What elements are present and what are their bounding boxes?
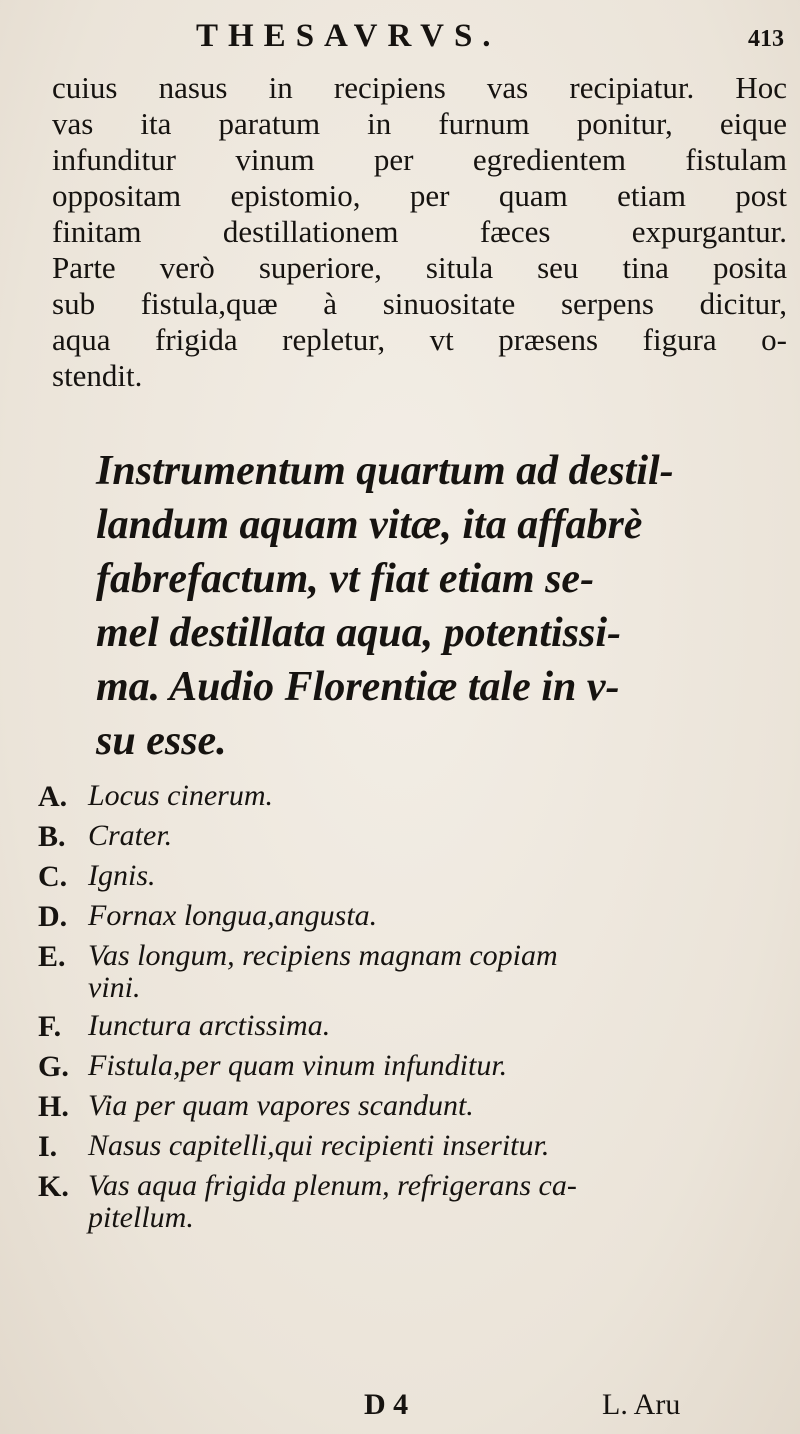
legend-item	[38, 940, 798, 1010]
legend-text: Nasus capitelli,qui recipienti inseritur.	[88, 1129, 550, 1162]
running-head	[0, 16, 800, 60]
body-line: oppositam epistomio, per quam etiam post	[52, 178, 787, 213]
body-line: finitam destillationem fæces expurgantur.	[52, 214, 787, 249]
legend-letter: K.	[38, 1170, 69, 1203]
legend-letter: D.	[38, 900, 68, 933]
legend-text: Via per quam vapores scandunt.	[88, 1089, 474, 1122]
legend-text: Ignis.	[88, 859, 156, 892]
body-line: aqua frigida repletur, vt præsens figura o-	[52, 322, 787, 357]
legend-text: Fornax longua,angusta.	[88, 899, 378, 932]
body-line: stendit.	[52, 358, 143, 393]
heading-line: fabrefactum, vt fiat etiam se-	[96, 556, 595, 602]
legend-item	[38, 1170, 798, 1240]
body-line: cuius nasus in recipiens vas recipiatur. Hoc	[52, 70, 787, 105]
heading-line: su esse.	[96, 718, 227, 764]
catchword: L. Aru	[602, 1388, 681, 1421]
legend-item	[38, 1130, 798, 1170]
legend-letter: C.	[38, 860, 68, 893]
legend-item	[38, 780, 798, 820]
legend-text: Iunctura arctissima.	[88, 1009, 331, 1042]
legend-item	[38, 820, 798, 860]
page-number: 413	[748, 26, 784, 52]
legend-item	[38, 900, 798, 940]
heading-line: mel destillata aqua, potentissi-	[96, 610, 622, 656]
body-line: vas ita paratum in furnum ponitur, eique	[52, 106, 787, 141]
legend-letter: G.	[38, 1050, 69, 1083]
legend-text: Locus cinerum.	[88, 779, 273, 812]
legend-item	[38, 860, 798, 900]
legend-letter: A.	[38, 780, 68, 813]
legend-item	[38, 1090, 798, 1130]
running-title: THESAVRVS.	[196, 18, 501, 54]
body-paragraph	[52, 70, 787, 394]
heading-line: landum aquam vitæ, ita affabrè	[96, 502, 643, 548]
legend-item	[38, 1010, 798, 1050]
body-line: infunditur vinum per egredientem fistulam	[52, 142, 787, 177]
legend-letter: I.	[38, 1130, 58, 1163]
legend-item	[38, 1050, 798, 1090]
figure-legend	[38, 780, 798, 1240]
legend-text: Vas longum, recipiens magnam copiam vini.	[88, 939, 558, 1004]
legend-letter: F.	[38, 1010, 62, 1043]
heading-line: ma. Audio Florentiæ tale in v-	[96, 664, 620, 710]
heading-line: Instrumentum quartum ad destil-	[96, 448, 674, 494]
legend-letter: B.	[38, 820, 66, 853]
body-line: sub fistula,quæ à sinuositate serpens dicitur,	[52, 286, 787, 321]
body-line: Parte verò superiore, situla seu tina posita	[52, 250, 787, 285]
section-heading	[96, 444, 786, 768]
legend-letter: H.	[38, 1090, 69, 1123]
legend-text: Crater.	[88, 819, 173, 852]
legend-letter: E.	[38, 940, 66, 973]
legend-text: Fistula,per quam vinum infunditur.	[88, 1049, 508, 1082]
signature-mark: D 4	[364, 1388, 409, 1421]
page-footer	[0, 1388, 800, 1428]
legend-text: Vas aqua frigida plenum, refrigerans ca- pitellum.	[88, 1169, 577, 1234]
